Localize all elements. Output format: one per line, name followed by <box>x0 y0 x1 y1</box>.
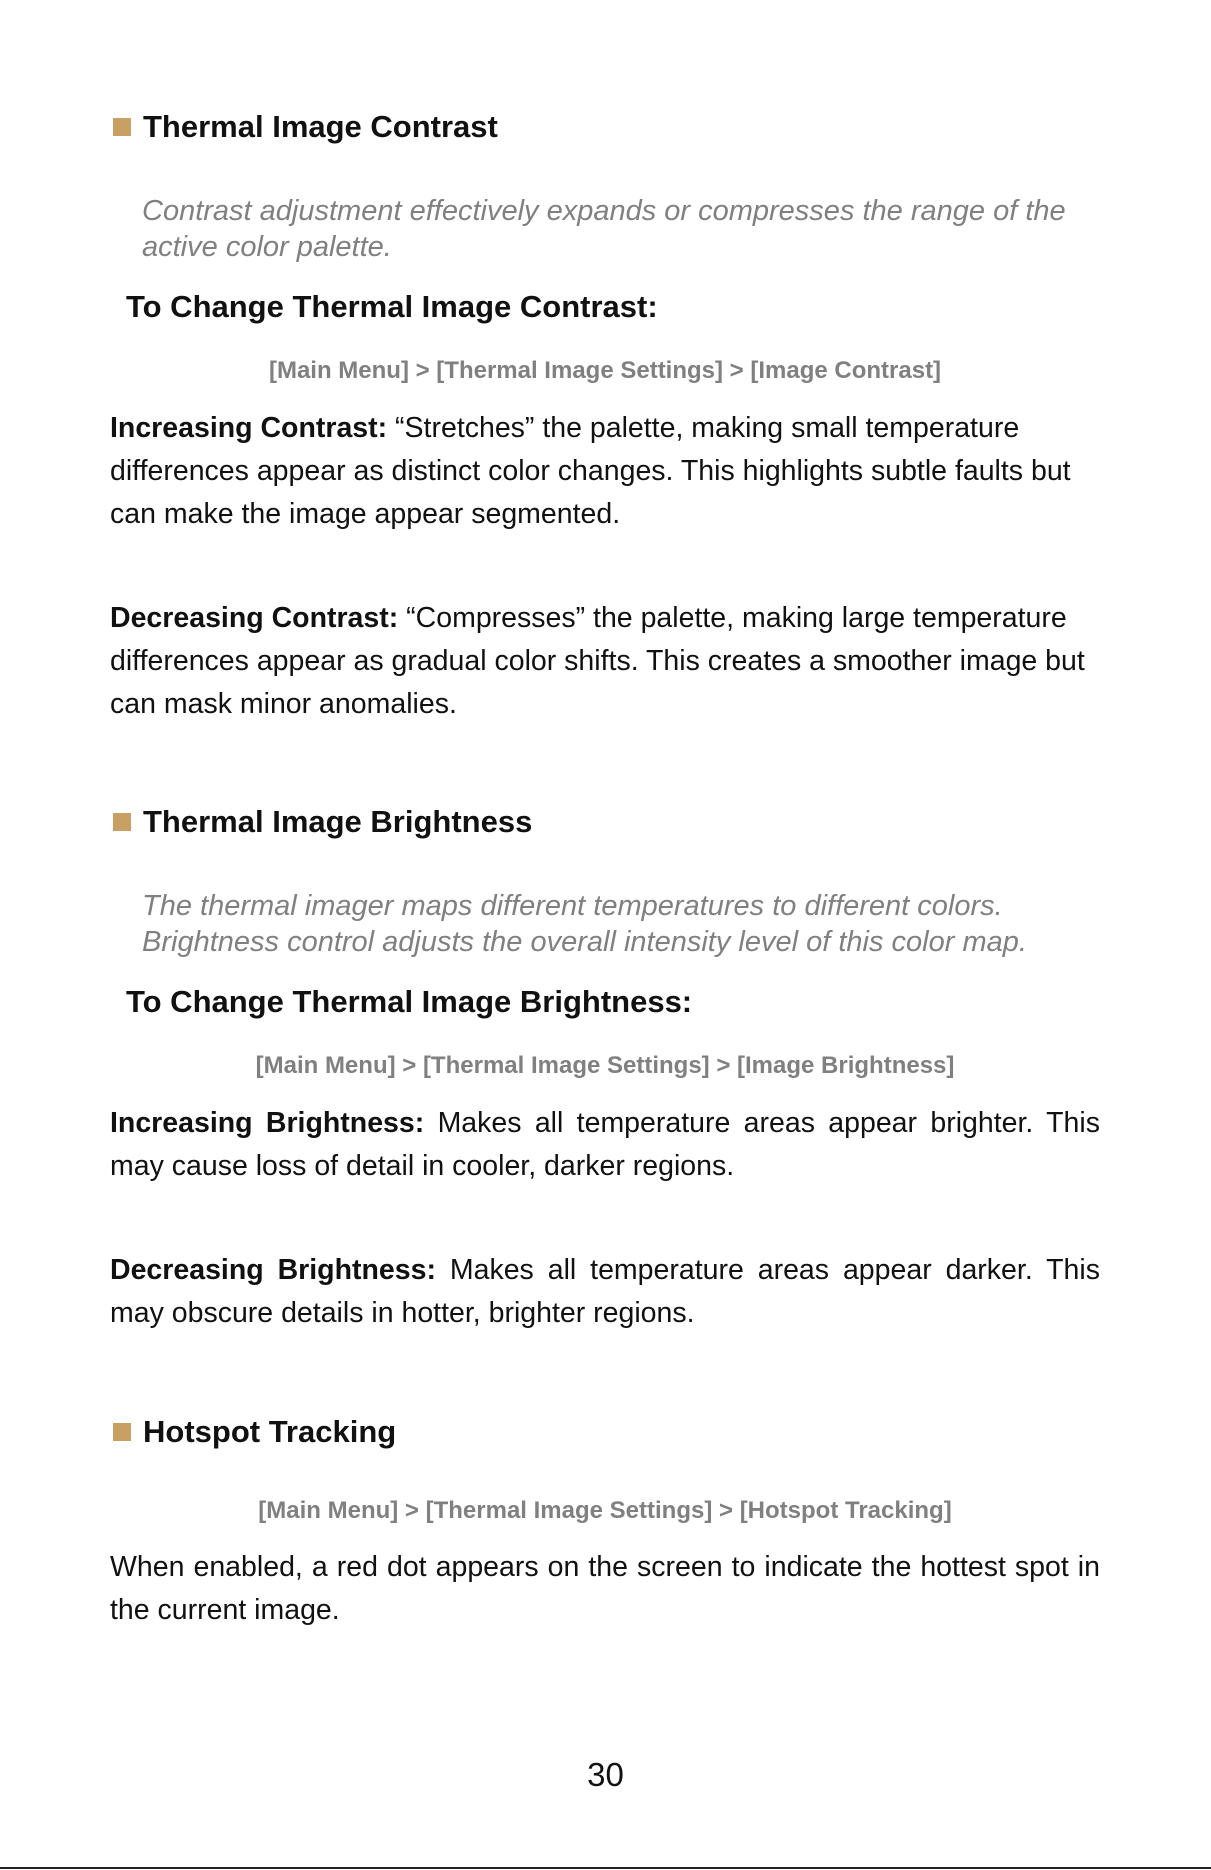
increasing-brightness-label: Increasing Brightness: <box>110 1107 425 1139</box>
increasing-contrast-label: Increasing Contrast: <box>110 412 388 444</box>
decreasing-contrast-text: “Compresses” the palette, making large temperature differences appear as gradual color shifts. This creates a smoother image but can mask minor anomalies. <box>110 602 1085 720</box>
bottom-divider <box>0 1867 1211 1869</box>
brightness-section-heading <box>113 803 532 841</box>
brightness-intro: The thermal imager maps different temperatures to different colors. Brightness control adjusts the overall intensity level of this color map. <box>142 890 1027 958</box>
contrast-menu-path: [Main Menu] > [Thermal Image Settings] > [Image Contrast] <box>268 357 942 384</box>
contrast-intro: Contrast adjustment effectively expands or compresses the range of the active color palette. <box>142 195 1066 263</box>
increasing-contrast-text: “Stretches” the palette, making small temperature differences appear as distinct color changes. This highlights subtle faults but can make the image appear segmented. <box>110 412 1071 530</box>
increasing-contrast-paragraph <box>110 407 1100 536</box>
hotspot-menu-path: [Main Menu] > [Thermal Image Settings] > [Hotspot Tracking] <box>258 1497 952 1524</box>
decreasing-brightness-text: Makes all temperature areas appear darker. This may obscure details in hotter, brighter regions. <box>110 1254 1100 1329</box>
decreasing-brightness-paragraph <box>110 1249 1100 1335</box>
contrast-section-heading <box>113 108 498 146</box>
increasing-brightness-text: Makes all temperature areas appear brighter. This may cause loss of detail in cooler, darker regions. <box>110 1107 1100 1182</box>
brightness-subheading: To Change Thermal Image Brightness: <box>126 984 693 1019</box>
brightness-menu-path: [Main Menu] > [Thermal Image Settings] > [Image Brightness] <box>255 1052 955 1079</box>
page-number: 30 <box>587 1756 624 1793</box>
decreasing-contrast-paragraph <box>110 597 1100 726</box>
square-bullet-icon <box>113 118 131 136</box>
decreasing-brightness-label: Decreasing Brightness: <box>110 1254 436 1286</box>
square-bullet-icon <box>113 813 131 831</box>
contrast-heading-text: Thermal Image Contrast <box>143 109 498 144</box>
increasing-brightness-paragraph <box>110 1102 1100 1188</box>
contrast-subheading: To Change Thermal Image Contrast: <box>126 289 658 324</box>
hotspot-paragraph: When enabled, a red dot appears on the screen to indicate the hottest spot in the current image. <box>110 1551 1100 1626</box>
hotspot-heading-text: Hotspot Tracking <box>143 1414 397 1449</box>
decreasing-contrast-label: Decreasing Contrast: <box>110 602 399 634</box>
brightness-heading-text: Thermal Image Brightness <box>143 804 533 839</box>
hotspot-section-heading <box>113 1413 396 1451</box>
square-bullet-icon <box>113 1423 131 1441</box>
